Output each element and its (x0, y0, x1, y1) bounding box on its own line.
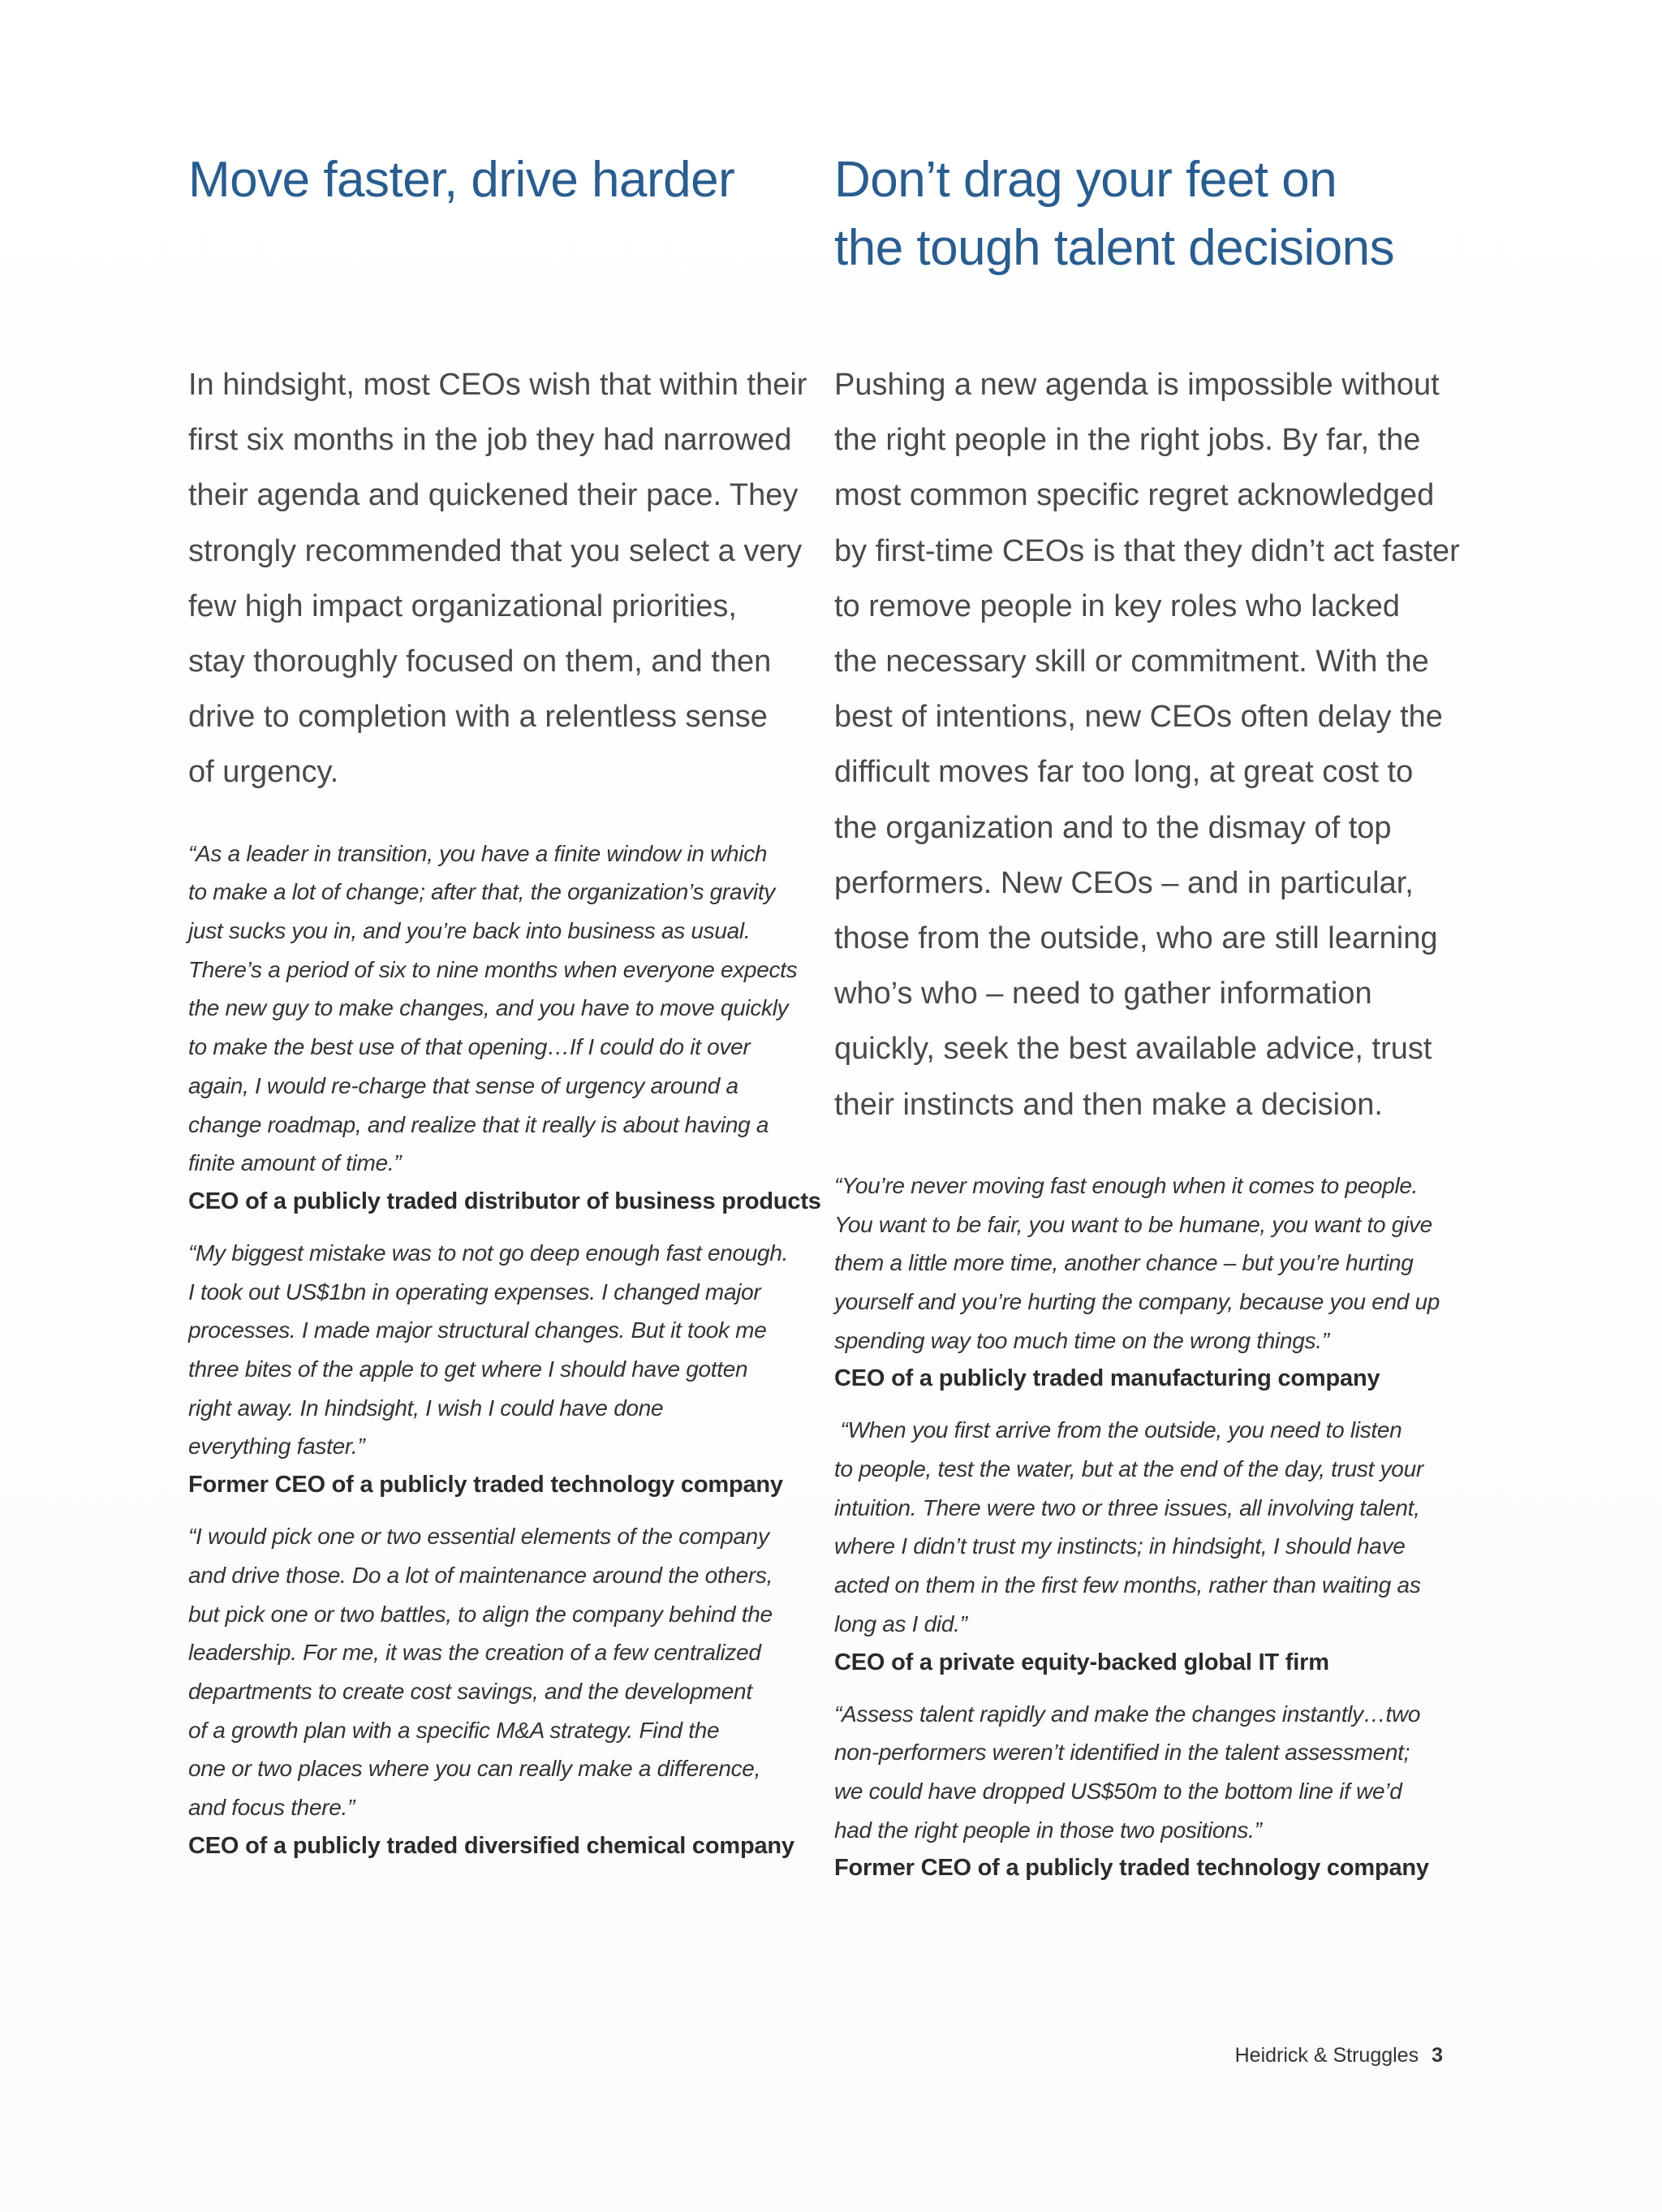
quote-block (834, 1166, 1475, 1399)
quote-text (834, 1695, 1475, 1850)
quote-line: and drive those. Do a lot of maintenance around the others, (188, 1562, 773, 1588)
quote-attribution: CEO of a publicly traded manufacturing company (834, 1365, 1380, 1392)
quote-block (834, 1411, 1475, 1681)
quote-line: everything faster.” (188, 1434, 365, 1460)
quote-line: “When you first arrive from the outside, you need to listen (834, 1417, 1402, 1443)
quote-line: long as I did.” (834, 1610, 967, 1636)
quote-line: “You’re never moving fast enough when it comes to people. (834, 1172, 1419, 1198)
intro-paragraph-left (188, 357, 829, 800)
quote-attribution: Former CEO of a publicly traded technology company (188, 1472, 783, 1498)
quote-text (188, 1517, 829, 1827)
quote-block (188, 834, 829, 1221)
intro-line: Pushing a new agenda is impossible without (834, 368, 1440, 402)
intro-line: the necessary skill or commitment. With the (834, 645, 1429, 679)
quote-line: “Assess talent rapidly and make the changes instantly…two (834, 1701, 1421, 1727)
quote-line: to make a lot of change; after that, the organization’s gravity (188, 879, 776, 905)
left-column (188, 146, 829, 1865)
quote-attribution: Former CEO of a publicly traded technology company (834, 1855, 1429, 1882)
intro-line: first six months in the job they had narrowed (188, 423, 792, 458)
quote-line: had the right people in those two positions.” (834, 1817, 1262, 1843)
intro-line: their agenda and quickened their pace. They (188, 478, 799, 513)
quote-line: and focus there.” (188, 1795, 355, 1821)
quote-line: right away. In hindsight, I wish I could have done (188, 1395, 664, 1421)
heading-line: Don’t drag your feet on (834, 152, 1337, 208)
quote-attribution: CEO of a publicly traded distributor of business products (188, 1188, 821, 1214)
quote-line: where I didn’t trust my instincts; in hindsight, I should have (834, 1533, 1406, 1559)
page-footer (1235, 2041, 1443, 2070)
quote-line: acted on them in the first few months, rather than waiting as (834, 1572, 1421, 1598)
quote-line: yourself and you’re hurting the company, because you end up (834, 1288, 1440, 1314)
quote-line: but pick one or two battles, to align the company behind the (188, 1601, 773, 1627)
intro-line: the organization and to the dismay of top (834, 810, 1392, 845)
heading-line: Move faster, drive harder (188, 152, 735, 208)
right-column (834, 146, 1475, 1887)
quote-attribution: CEO of a publicly traded diversified chemical company (188, 1832, 794, 1859)
intro-line: strongly recommended that you select a very (188, 533, 803, 568)
intro-line: of urgency. (188, 755, 339, 790)
quote-line: just sucks you in, and you’re back into business as usual. (188, 918, 751, 944)
quote-block (834, 1695, 1475, 1888)
intro-paragraph-right (834, 357, 1475, 1132)
quote-line: “My biggest mistake was to not go deep enough fast enough. (188, 1240, 789, 1266)
quote-line: the new guy to make changes, and you have to move quickly (188, 995, 789, 1021)
page-number: 3 (1432, 2044, 1443, 2067)
quote-line: one or two places where you can really make a difference, (188, 1756, 761, 1782)
intro-line: to remove people in key roles who lacked (834, 589, 1401, 623)
quote-line: change roadmap, and realize that it really is about having a (188, 1111, 769, 1137)
quote-line: three bites of the apple to get where I should have gotten (188, 1356, 748, 1382)
intro-line: In hindsight, most CEOs wish that within their (188, 368, 807, 402)
intro-line: their instincts and then make a decision. (834, 1087, 1383, 1122)
quote-line: to make the best use of that opening…If I could do it over (188, 1034, 751, 1060)
quote-line: departments to create cost savings, and the development (188, 1678, 752, 1704)
intro-line: difficult moves far too long, at great cost to (834, 755, 1414, 790)
intro-line: most common specific regret acknowledged (834, 478, 1435, 513)
quote-text (834, 1411, 1475, 1643)
footer-company-name: Heidrick & Struggles (1234, 2044, 1419, 2067)
intro-line: quickly, seek the best available advice, trust (834, 1032, 1432, 1067)
quote-line: non-performers weren’t identified in the talent assessment; (834, 1740, 1410, 1766)
quote-line: “I would pick one or two essential elements of the company (188, 1524, 769, 1550)
quote-line: them a little more time, another chance – but you’re hurting (834, 1250, 1414, 1276)
quote-line: I took out US$1bn in operating expenses. I changed major (188, 1278, 761, 1304)
quote-line: processes. I made major structural changes. But it took me (188, 1317, 767, 1343)
intro-line: best of intentions, new CEOs often delay the (834, 700, 1443, 735)
quote-line: leadership. For me, it was the creation of a few centralized (188, 1640, 761, 1666)
quote-line: intuition. There were two or three issues, all involving talent, (834, 1494, 1420, 1520)
heading-line: the tough talent decisions (834, 220, 1395, 276)
quote-line: of a growth plan with a specific M&A strategy. Find the (188, 1717, 720, 1743)
quote-line: to people, test the water, but at the end of the day, trust your (834, 1456, 1423, 1482)
quote-line: You want to be fair, you want to be humane, you want to give (834, 1211, 1432, 1237)
intro-line: who’s who – need to gather information (834, 977, 1372, 1011)
quote-block (188, 1234, 829, 1504)
quote-line: There’s a period of six to nine months when everyone expects (188, 956, 798, 982)
intro-line: by first-time CEOs is that they didn’t act faster (834, 533, 1460, 568)
quote-line: finite amount of time.” (188, 1150, 402, 1176)
intro-line: the right people in the right jobs. By far, the (834, 423, 1421, 458)
quote-block (188, 1517, 829, 1865)
quote-line: “As a leader in transition, you have a finite window in which (188, 840, 768, 866)
quote-line: spending way too much time on the wrong things.” (834, 1327, 1329, 1353)
section-heading-left (188, 146, 829, 357)
section-heading-right (834, 146, 1475, 357)
quote-text (188, 834, 829, 1183)
quote-line: again, I would re-charge that sense of urgency around a (188, 1072, 738, 1098)
intro-line: few high impact organizational priorities, (188, 589, 737, 623)
intro-line: drive to completion with a relentless sense (188, 700, 768, 735)
intro-line: stay thoroughly focused on them, and then (188, 645, 772, 679)
quote-line: we could have dropped US$50m to the bottom line if we’d (834, 1778, 1402, 1804)
intro-line: performers. New CEOs – and in particular, (834, 865, 1414, 900)
quote-attribution: CEO of a private equity-backed global IT firm (834, 1649, 1329, 1675)
intro-line: those from the outside, who are still learning (834, 921, 1438, 956)
quote-text (188, 1234, 829, 1466)
quote-text (834, 1166, 1475, 1360)
